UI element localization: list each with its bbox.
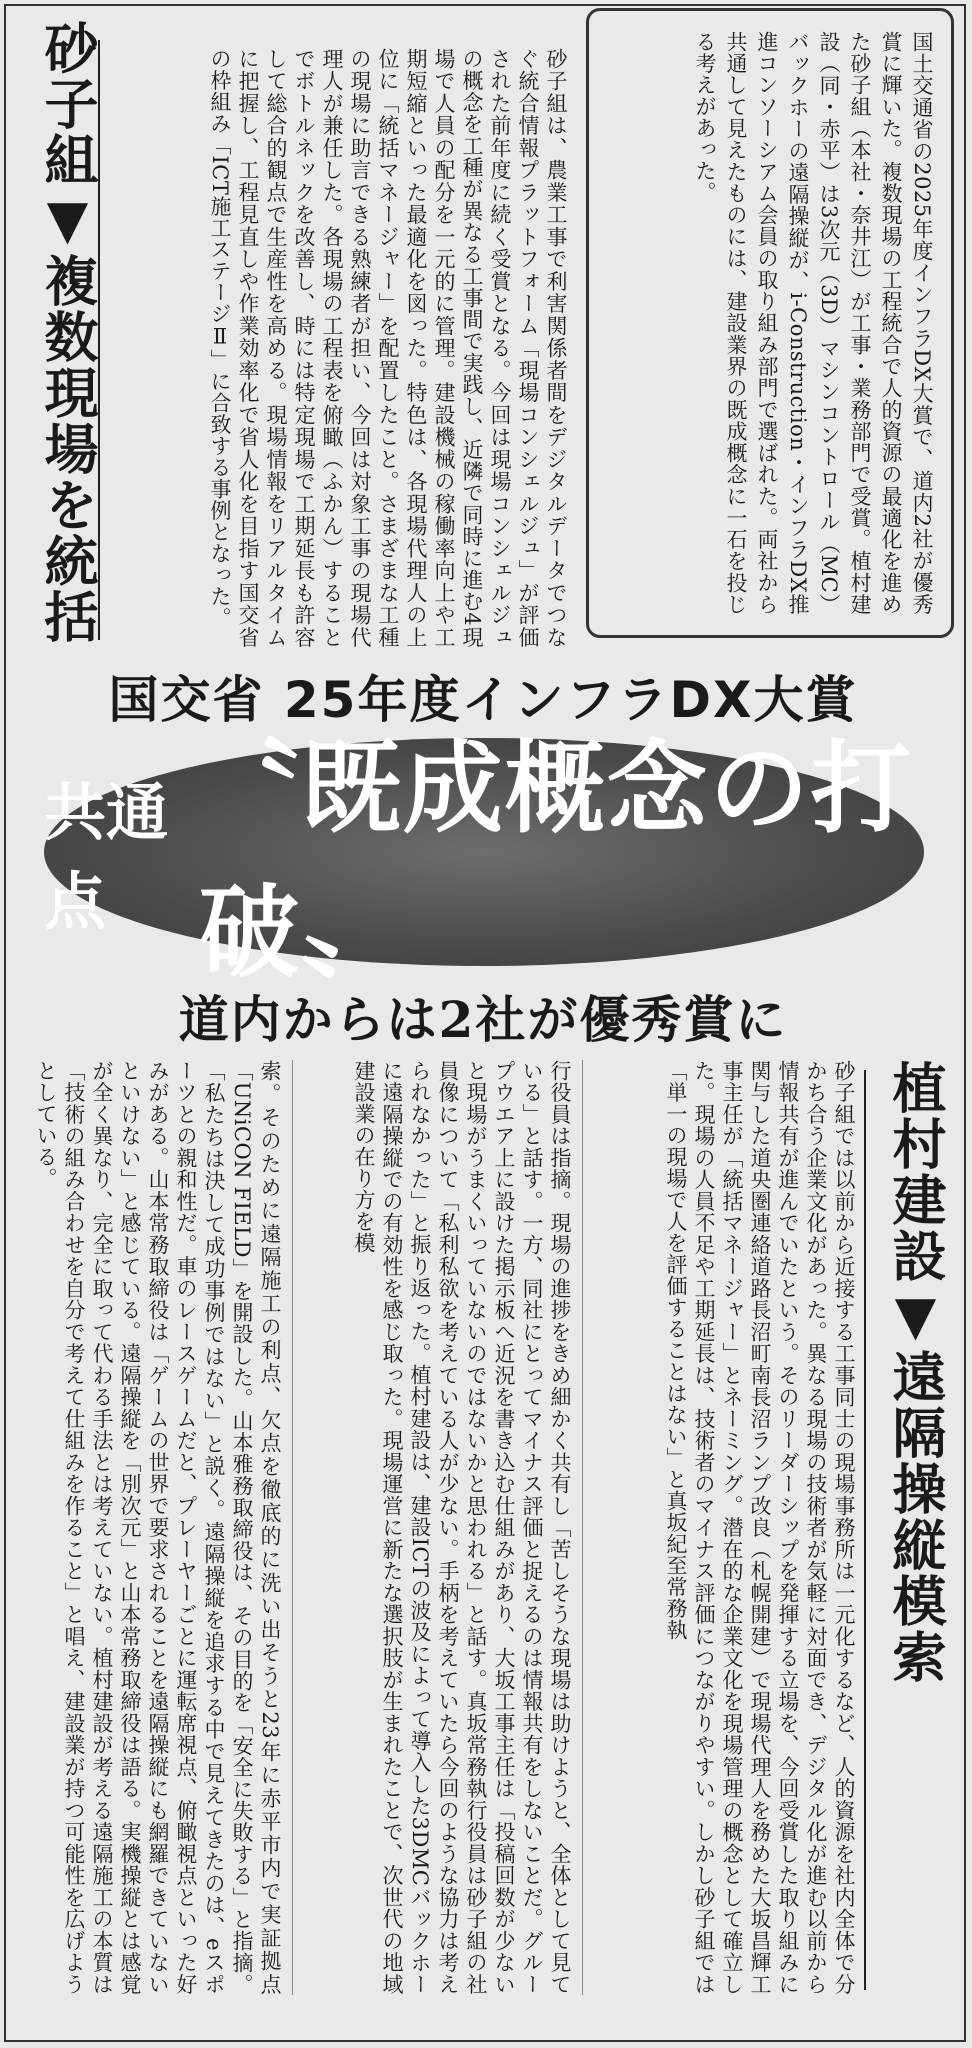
headline-band bbox=[4, 660, 962, 1050]
main-title-big: 〝既成概念の打破〟 bbox=[198, 730, 913, 991]
upper-headline-text: 砂子組▼複数現場を統括 bbox=[36, 20, 99, 645]
subtitle: 道内からは2社が優秀賞に bbox=[178, 990, 788, 1049]
column-divider bbox=[292, 1060, 293, 1995]
lower-column-3: 索。そのために遠隔施工の利点、欠点を徹底的に洗い出そうと23年に赤平市内で実証拠点「UNiCON FIELD」を開設した。山本雅務取締役は、その目的を「安全に失敗する」と指摘。「私たちは決して成功事例ではない」と説く。遠隔操縦を追求する中で見えてきたのは、eスポーツとの親和性だ。車のレースゲームだと、プレーヤーごとに運転席視点、俯瞰視点といった好みがある。山本常務取締役は「ゲームの世界で要求されることを遠隔操縦にも網羅できていないといけない」と感じている。遠隔操縦を「別次元」と山本常務取締役は語る。実機操縦とは感覚が全く異なり、完全に取って代わる手法とは考えていない。植村建設が考える遠隔施工の本質は「技術の組み合わせを自分で考えて仕組みを作ること」と唱え、建設業が持つ可能性を広げようとしている。 bbox=[34, 1060, 282, 1995]
lead-box bbox=[586, 8, 954, 638]
lower-headline-text: 植村建設▼遠隔操縦模索 bbox=[884, 1060, 947, 1685]
lower-headline-rule bbox=[864, 1070, 866, 1990]
upper-headline bbox=[22, 20, 112, 660]
main-title bbox=[44, 730, 924, 991]
column-divider bbox=[582, 1060, 583, 1995]
kicker: 国交省 25年度インフラDX大賞 bbox=[108, 671, 858, 729]
lead-text: 国土交通省の2025年度インフラDX大賞で、道内2社が優秀賞に輝いた。複数現場の工程統合で人的資源の最適化を進めた砂子組（本社・奈井江）が工事・業務部門で受賞。植村建設（同・赤平）は3次元（3D）マシンコントロール（MC）バックホーの遠隔操縦が、i-Construction・インフラDX推進コンソーシアム会員の取り組み部門で選ばれた。両社から共通して見えたものには、建設業界の既成概念に一石を投じる考えがあった。 bbox=[693, 31, 934, 615]
upper-article-body: 砂子組は、農業工事で利害関係者間をデジタルデータでつなぐ統合情報プラットフォーム「現場コンシェルジュ」が評価された前年度に続く受賞となる。今回は現場コンシェルジュの概念を工種が異なる工事間で実践し、近隣で同時に進む4現場で人員の配分を一元的に管理。建設機械の稼働率向上や工期短縮といった最適化を図った。特色は、各現場代理人の上位に「統括マネージャー」を配置したこと。さまざまな工種の現場に助言できる熟練者が担い、今回は対象工事の現場代理人が兼任した。各現場の工程表を俯瞰（ふかん）することでボトルネックを改善し、時には特定現場で工期延長も許容して総合的観点で生産性を高める。現場情報をリアルタイムに把握し、工程見直しや作業効率化で省人化を目指す国交省の枠組み「ICT施工ステージⅡ」に合致する事例となった。 bbox=[208, 48, 568, 648]
lower-headline bbox=[870, 1060, 960, 2010]
lower-column-1: 砂子組では以前から近接する工事同士の現場事務所は一元化するなど、人的資源を社内全体で分かち合う企業文化があった。異なる現場の技術者が気軽に対面でき、デジタル化が進む以前から情報共有が進んでいたという。そのリーダーシップを発揮する立場を、今回受賞した取り組みに関与した道央圏連絡道路長沼町南長沼ランプ改良（札幌開建）で現場代理人を務めた大坂昌輝工事主任が「統括マネージャー」とネーミング。潜在的な企業文化を現場管理の概念として確立した。現場の人員不足や工期延長は、技術者のマイナス評価につながりやすい。しかし砂子組では「単一の現場で人を評価することはない」と真坂紀至常務執 bbox=[664, 1060, 856, 1995]
main-title-small: 共通点 bbox=[44, 776, 169, 938]
lower-column-2: 行役員は指摘。現場の進捗をきめ細かく共有し「苦しそうな現場は助けようと、全体として見ている」と話す。一方、同社にとってマイナス評価と捉えるのは情報共有をしないことだ。グループウエア上に設けた掲示板へ近況を書き込む仕組みがあり、大坂工事主任は「投稿回数が少ないと現場がうまくいっていないのではないかと思われる」と話す。真坂常務執行役員は砂子組の社員像について「私利私欲を考えている人が少ない。手柄を考えていたら今回のような協力は考えられなかった」と振り返った。植村建設は、建設ICTの波及によって導入した3DMCバックホーに遠隔操縦での有効性を感じ取った。現場運営に新たな選択肢が生まれたことで、次世代の地域建設業の在り方を模 bbox=[352, 1060, 572, 1995]
